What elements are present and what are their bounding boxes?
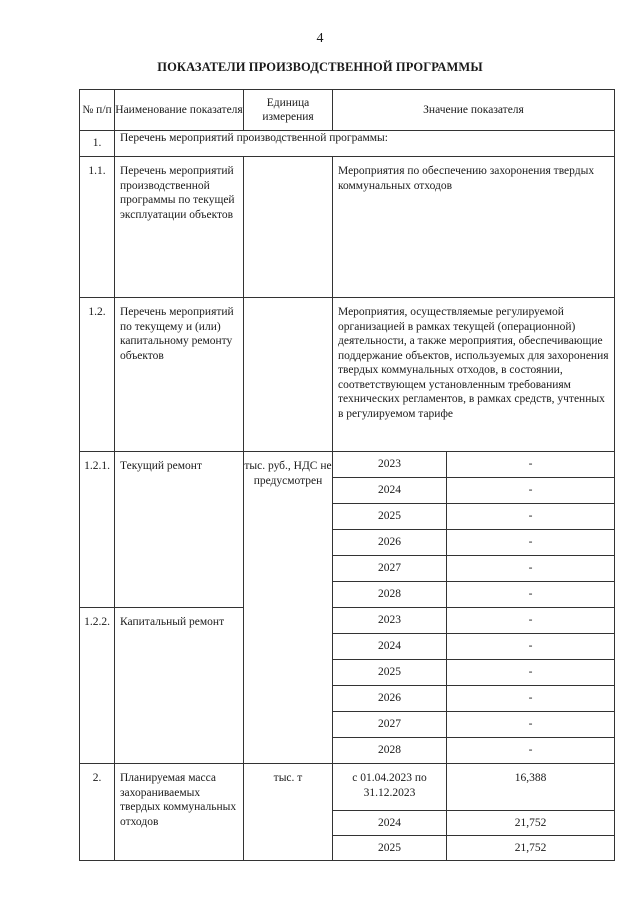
value-cell: -	[447, 608, 615, 634]
row-1-2-1-num: 1.2.1.	[80, 452, 115, 608]
row-1-2-1-name: Текущий ремонт	[115, 452, 244, 608]
value-cell: -	[447, 478, 615, 504]
year-cell: 2023	[333, 452, 447, 478]
value-cell: -	[447, 686, 615, 712]
row-2-name: Планируемая масса захораниваемых твердых коммунальных отходов	[115, 764, 244, 861]
row-1-2-num: 1.2.	[80, 298, 115, 452]
value-cell: -	[447, 582, 615, 608]
period-cell: 2024	[333, 811, 447, 836]
value-cell: -	[447, 738, 615, 764]
value-cell: 21,752	[447, 836, 615, 861]
value-cell: -	[447, 712, 615, 738]
value-cell: -	[447, 452, 615, 478]
period-cell: 2025	[333, 836, 447, 861]
header-value: Значение показателя	[333, 90, 615, 131]
value-cell: 21,752	[447, 811, 615, 836]
row-1-2-unit: тыс. руб., НДС не предусмотрен	[244, 452, 333, 764]
row-1-2-name: Перечень мероприятий по текущему и (или) капитальному ремонту объектов	[115, 298, 244, 452]
row-2-unit: тыс. т	[244, 764, 333, 861]
value-cell: -	[447, 530, 615, 556]
year-cell: 2028	[333, 582, 447, 608]
year-cell: 2026	[333, 686, 447, 712]
period-cell: с 01.04.2023 по 31.12.2023	[333, 764, 447, 811]
year-cell: 2025	[333, 504, 447, 530]
page-number: 4	[316, 31, 324, 46]
year-cell: 2026	[333, 530, 447, 556]
section-1-text: Перечень мероприятий производственной программы:	[115, 131, 615, 157]
value-cell: -	[447, 504, 615, 530]
value-cell: -	[447, 660, 615, 686]
header-unit: Единица измерения	[244, 90, 333, 131]
row-1-2-2-name: Капитальный ремонт	[115, 608, 244, 764]
row-1-2-2-num: 1.2.2.	[80, 608, 115, 764]
section-1-row	[80, 131, 615, 157]
section-1-num: 1.	[80, 131, 115, 157]
row-2-period-row	[80, 764, 615, 811]
value-cell: -	[447, 634, 615, 660]
year-cell: 2024	[333, 634, 447, 660]
year-cell: 2025	[333, 660, 447, 686]
row-1-2-2-year-row	[80, 608, 615, 634]
production-program-table	[79, 89, 615, 861]
row-1-1-value: Мероприятия по обеспечению захоронения твердых коммунальных отходов	[333, 157, 615, 298]
header-name: Наименование показателя	[115, 90, 244, 131]
header-num: № п/п	[80, 90, 115, 131]
row-1-2	[80, 298, 615, 452]
year-cell: 2024	[333, 478, 447, 504]
value-cell: 16,388	[447, 764, 615, 811]
row-2-num: 2.	[80, 764, 115, 861]
row-1-2-value: Мероприятия, осуществляемые регулируемой организацией в рамках текущей (операционной) деятельности, а также мероприятия, обеспечивающие поддержание объектов, используемых для захоронения твердых коммунальных отходов, в состоянии, соответствующем установленным требованиям технических регламентов, в рамках средств, учтенных в регулируемом тарифе	[333, 298, 615, 452]
row-1-2-unit	[244, 298, 333, 452]
year-cell: 2023	[333, 608, 447, 634]
table-header-row	[80, 90, 615, 131]
row-1-1-unit	[244, 157, 333, 298]
row-1-1-name: Перечень мероприятий производственной программы по текущей эксплуатации объектов	[115, 157, 244, 298]
document-title: ПОКАЗАТЕЛИ ПРОИЗВОДСТВЕННОЙ ПРОГРАММЫ	[157, 60, 483, 74]
row-1-2-1-year-row	[80, 452, 615, 478]
row-1-1	[80, 157, 615, 298]
row-1-1-num: 1.1.	[80, 157, 115, 298]
year-cell: 2028	[333, 738, 447, 764]
year-cell: 2027	[333, 712, 447, 738]
value-cell: -	[447, 556, 615, 582]
year-cell: 2027	[333, 556, 447, 582]
